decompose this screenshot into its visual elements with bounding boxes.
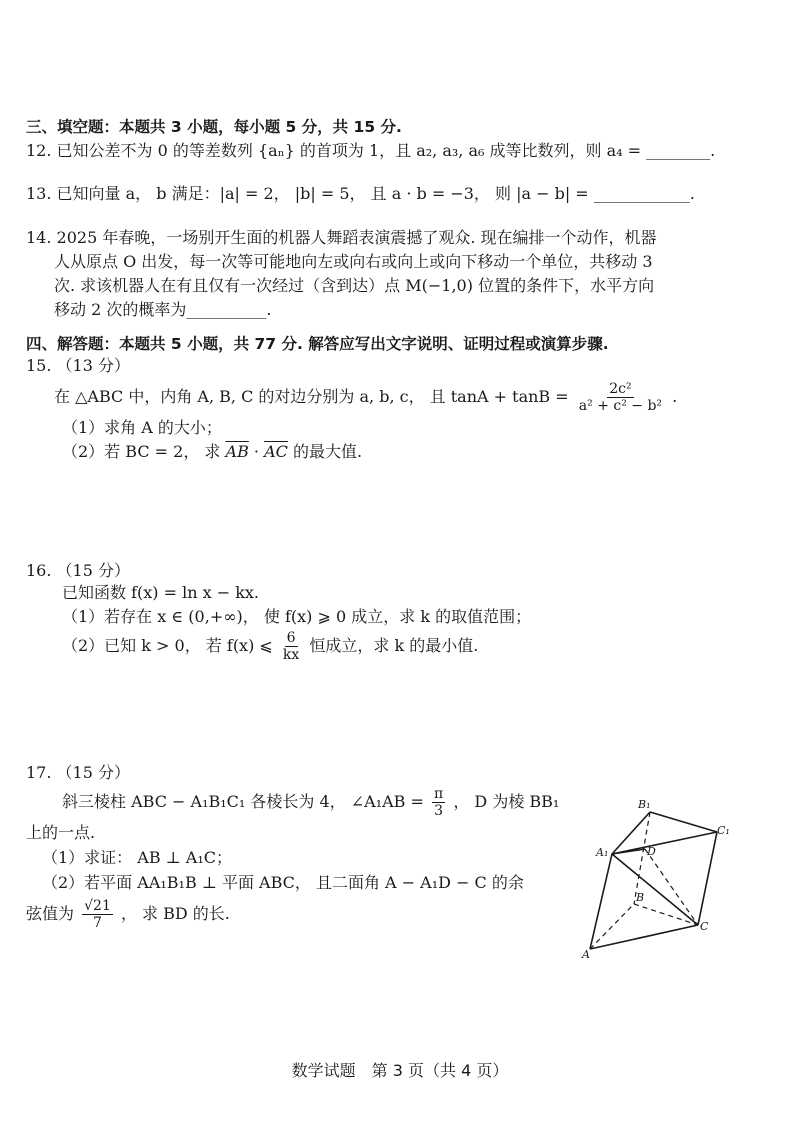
q17-cosine-fraction xyxy=(82,898,113,931)
q15-stem-text: 在 △ABC 中，内角 A, B, C 的对边分别为 a, b, c， 且 tanA + tanB = xyxy=(54,387,569,406)
question-16-stem: 已知函数 f(x) = ln x − kx. xyxy=(62,583,260,602)
question-16-number: 16. （15 分） xyxy=(26,561,130,580)
q17-angle-denominator: 3 xyxy=(434,803,444,819)
q16-part2-end: 恒成立，求 k 的最小值. xyxy=(309,636,479,655)
q15-part2-end: 的最大值. xyxy=(292,442,363,461)
section4-heading: 四、解答题：本题共 5 小题，共 77 分. 解答应写出文字说明、证明过程或演算步骤. xyxy=(26,335,609,353)
vector-ac: $\overline{AC}$ xyxy=(264,442,288,461)
page-footer: 数学试题 第 3 页（共 4 页） xyxy=(291,1061,509,1080)
question-16-part-1: （1）若存在 x ∈ (0,+∞)， 使 f(x) ⩾ 0 成立，求 k 的取值范围； xyxy=(62,607,532,626)
question-14-line-1: 14. 2025 年春晚，一场别开生面的机器人舞蹈表演震撼了观众. 现在编排一个动作，机器 xyxy=(26,228,657,247)
q15-stem-end: . xyxy=(672,387,678,406)
vector-ab: $\overline{AB}$ xyxy=(225,442,249,461)
q15-fraction-numerator: 2c² xyxy=(609,381,632,397)
q17-cosine-numerator: √21 xyxy=(84,898,111,914)
question-17-part-2-line-1: （2）若平面 AA₁B₁B ⊥ 平面 ABC， 且二面角 A − A₁D − C 的余 xyxy=(42,873,524,892)
question-17-part-1: （1）求证： AB ⊥ A₁C； xyxy=(42,848,233,867)
question-17-stem-line-2: 上的一点. xyxy=(26,823,96,842)
dot-operator: · xyxy=(248,442,265,461)
edge-b1-c1 xyxy=(650,812,717,832)
question-13: 13. 已知向量 a， b 满足：|a| = 2， |b| = 5， 且 a · b = −3， 则 |a − b| = ____________. xyxy=(26,184,695,203)
prism-figure xyxy=(580,792,730,962)
question-15-stem xyxy=(54,380,794,414)
label-a1: A₁ xyxy=(596,846,609,859)
q16-part2-text: （2）已知 k > 0， 若 f(x) ⩽ xyxy=(62,636,273,655)
q15-part2-text: （2）若 BC = 2， 求 xyxy=(62,442,221,461)
q17-stem-text: 斜三棱柱 ABC − A₁B₁C₁ 各棱长为 4， ∠A₁AB = xyxy=(62,792,424,811)
question-14-line-3: 次. 求该机器人在有且仅有一次经过（含到达）点 M(−1,0) 位置的条件下，水平方向 xyxy=(54,276,655,295)
question-17-number: 17. （15 分） xyxy=(26,763,130,782)
q15-fraction xyxy=(577,381,664,414)
edge-a1-c xyxy=(612,854,698,925)
edge-a-b xyxy=(590,904,634,949)
q17-part2-end: ， 求 BD 的长. xyxy=(120,904,230,923)
q16-fraction-denominator: kx xyxy=(282,647,300,663)
question-12: 12. 已知公差不为 0 的等差数列 {aₙ} 的首项为 1，且 a₂, a₃, a₆ 成等比数列，则 a₄ = ________. xyxy=(26,141,716,160)
question-16-part-2 xyxy=(62,628,800,664)
edge-c1-c xyxy=(698,832,717,925)
label-c1: C₁ xyxy=(717,824,730,837)
edge-b-c xyxy=(634,904,698,925)
label-b: B xyxy=(636,891,645,904)
label-b1: B₁ xyxy=(638,798,651,811)
edge-a-a1 xyxy=(590,854,612,949)
question-14-line-4: 移动 2 次的概率为__________. xyxy=(54,300,272,319)
question-15-part-2 xyxy=(62,441,800,463)
edge-a1-c1 xyxy=(612,832,717,854)
q17-stem-end: ， D 为棱 BB₁ xyxy=(453,792,560,811)
question-15-number: 15. （13 分） xyxy=(26,356,130,375)
label-c: C xyxy=(700,920,709,933)
prism-solid-edges xyxy=(590,812,717,949)
label-a: A xyxy=(582,948,590,961)
q17-angle-numerator: π xyxy=(434,786,444,802)
q17-part2-text: 弦值为 xyxy=(26,904,75,923)
q16-fraction-numerator: 6 xyxy=(286,630,296,646)
q17-angle-fraction xyxy=(432,786,445,819)
q17-cosine-denominator: 7 xyxy=(93,915,102,931)
edge-a-c xyxy=(590,925,698,949)
section3-heading: 三、填空题：本题共 3 小题，每小题 5 分，共 15 分. xyxy=(26,118,402,136)
q16-fraction xyxy=(281,630,301,663)
q15-fraction-denominator: a² + c² − b² xyxy=(578,398,663,414)
label-d: D xyxy=(647,845,656,858)
question-14-line-2: 人从原点 O 出发，每一次等可能地向左或向右或向上或向下移动一个单位，共移动 3 xyxy=(54,252,653,271)
question-15-part-1: （1）求角 A 的大小； xyxy=(62,418,222,437)
